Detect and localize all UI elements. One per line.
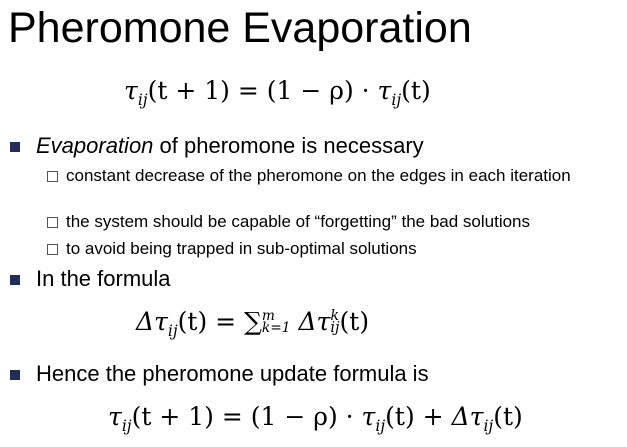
- formula-tau: τ: [377, 76, 392, 105]
- formula-text: (t): [401, 76, 431, 105]
- formula-text: (t) =: [177, 307, 245, 336]
- sum-lower: k=1: [261, 319, 291, 336]
- formula-sub: ij: [391, 91, 402, 109]
- formula-text: (t + 1) = (1 − ρ) ·: [147, 76, 378, 105]
- formula-text: (t): [493, 402, 523, 431]
- formula-sub: ij: [330, 319, 340, 336]
- subitem-text: constant decrease of the pheromone on the edges in each iteration: [66, 166, 571, 185]
- formula-delta: Δτ: [451, 402, 484, 431]
- formula-sub: ij: [483, 417, 494, 435]
- slide-title: Pheromone Evaporation: [8, 4, 472, 52]
- bullet-emphasis: Evaporation: [36, 133, 154, 158]
- bullet-text: In the formula: [36, 266, 171, 291]
- update-formula: [108, 402, 523, 435]
- formula-sup: k: [330, 307, 340, 324]
- formula-text: (t): [339, 307, 370, 336]
- formula-text: (t) +: [385, 402, 452, 431]
- sub-bullet-box-icon: [47, 244, 58, 255]
- formula-sub: ij: [121, 417, 132, 435]
- bullet-square-icon: [10, 142, 20, 152]
- evaporation-formula: [124, 76, 431, 109]
- formula-delta: Δτ: [136, 307, 168, 336]
- bullet-text: Hence the pheromone update formula is: [36, 361, 429, 386]
- delta-formula: [136, 307, 369, 340]
- formula-delta: Δτ: [298, 307, 331, 336]
- sub-bullet-box-icon: [47, 171, 58, 182]
- subitem-text: the system should be capable of “forgetting” the bad solutions: [66, 212, 531, 231]
- sum-symbol: ∑: [244, 307, 262, 336]
- formula-tau: τ: [361, 402, 376, 431]
- formula-sub: ij: [167, 322, 178, 340]
- bullet-square-icon: [10, 275, 20, 285]
- formula-tau: τ: [108, 402, 122, 431]
- subitem-text: to avoid being trapped in sub-optimal solutions: [66, 239, 417, 258]
- formula-tau: τ: [124, 76, 138, 105]
- formula-sub: ij: [137, 91, 148, 109]
- bullet-square-icon: [10, 370, 20, 380]
- bullet-text: of pheromone is necessary: [153, 133, 424, 158]
- formula-text: (t + 1) = (1 − ρ) ·: [131, 402, 362, 431]
- sum-upper: m: [261, 307, 275, 324]
- formula-sub: ij: [375, 417, 386, 435]
- sub-bullet-box-icon: [47, 217, 58, 228]
